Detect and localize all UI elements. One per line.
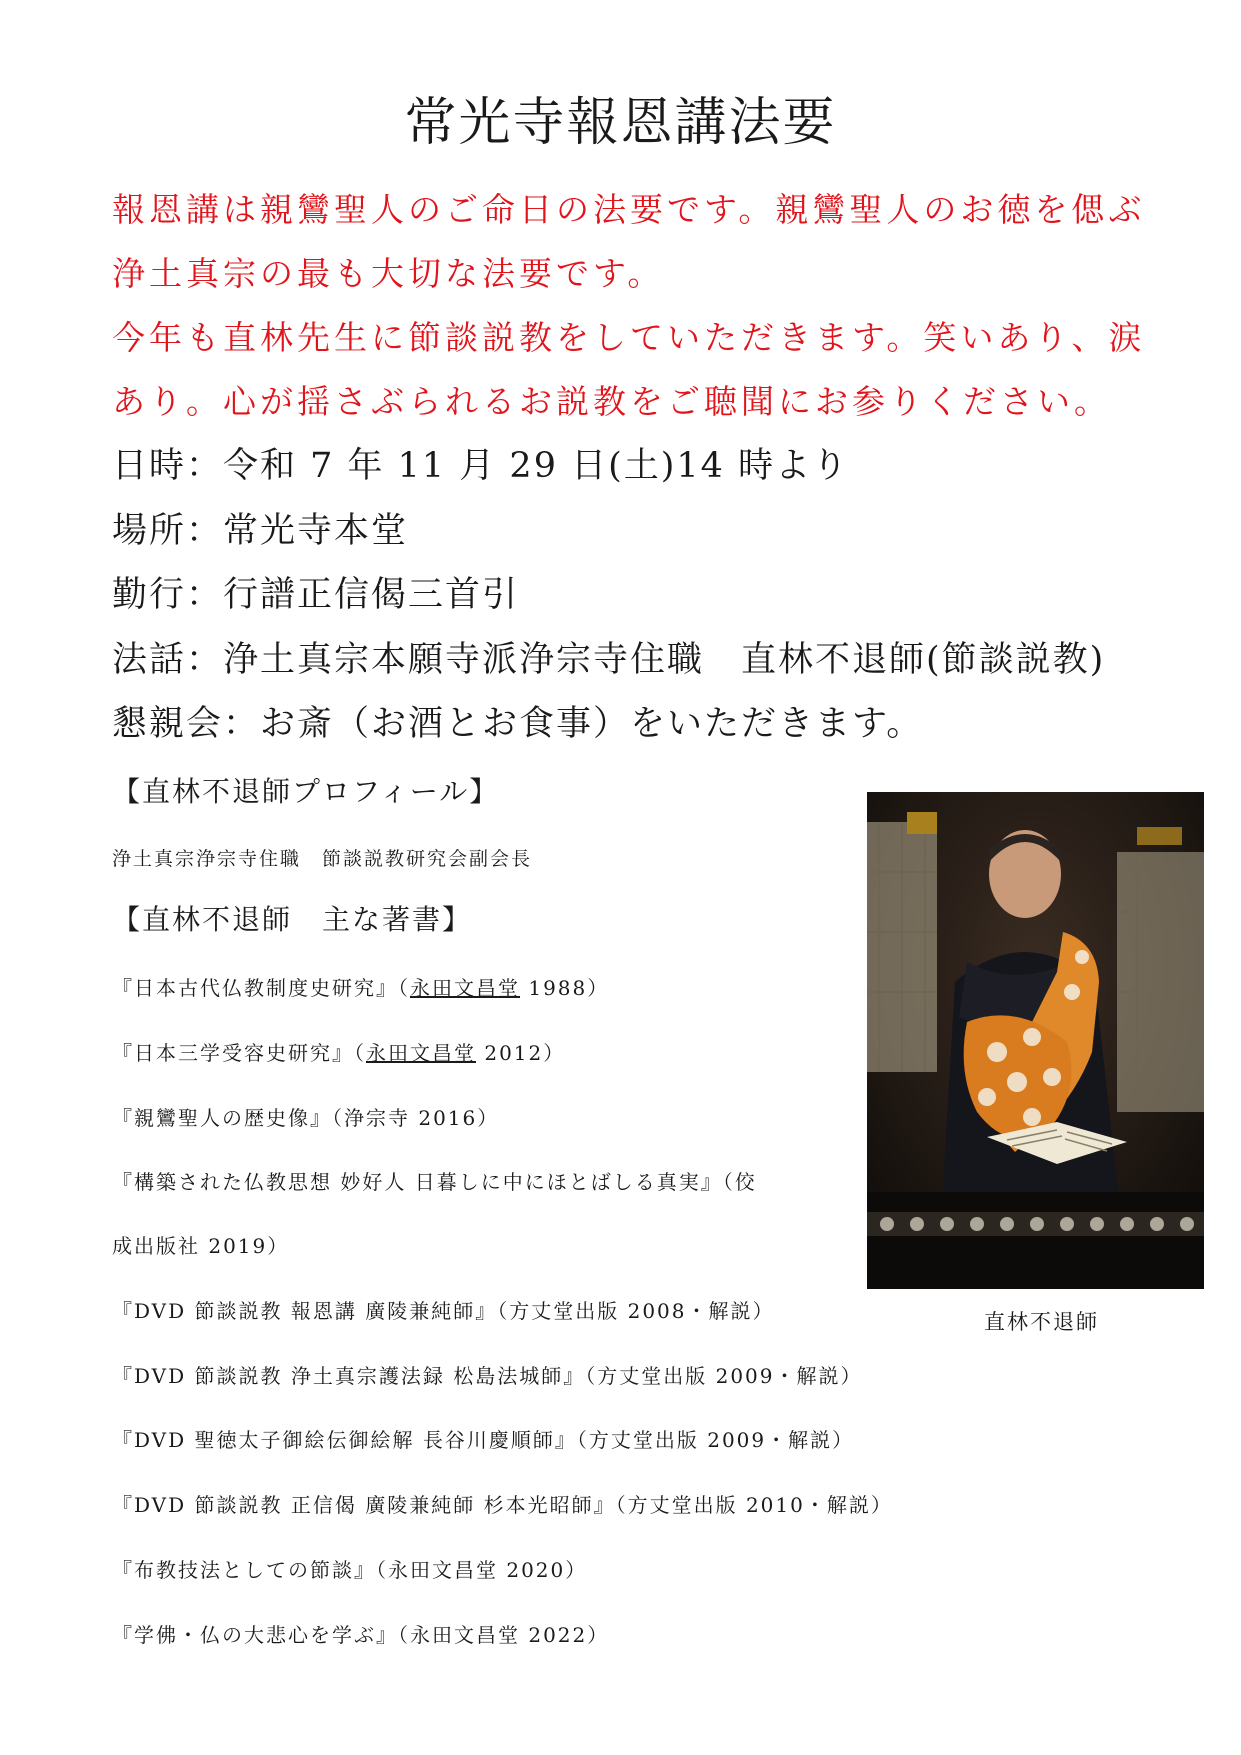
priest-photo <box>867 792 1204 1289</box>
event-datetime: 日時：令和 7 年 11 月 29 日(土)14 時より <box>112 446 850 486</box>
page-title: 常光寺報恩講法要 <box>404 93 837 153</box>
book-item: 『DVD 節談説教 報恩講 廣陵兼純師』（方丈堂出版 2008・解説） <box>112 1299 775 1323</box>
intro-line-4: あり。心が揺さぶられるお説教をご聴聞にお参りください。 <box>112 382 1111 421</box>
book-item: 『DVD 節談説教 正信偈 廣陵兼純師 杉本光昭師』（方丈堂出版 2010・解説） <box>112 1493 893 1517</box>
book-item <box>112 978 609 998</box>
book-year: 2012） <box>476 1041 566 1065</box>
profile-heading: 【直林不退師プロフィール】 <box>112 775 500 808</box>
event-gathering: 懇親会：お斎（お酒とお食事）をいただきます。 <box>112 704 924 744</box>
publisher-link: 永田文昌堂 <box>410 976 520 1000</box>
publisher-link: 永田文昌堂 <box>366 1041 476 1065</box>
profile-role: 浄土真宗浄宗寺住職 節談説教研究会副会長 <box>112 848 533 870</box>
intro-line-3: 今年も直林先生に節談説教をしていただきます。笑いあり、涙 <box>112 318 1146 357</box>
book-item: 『DVD 節談説教 浄土真宗護法録 松島法城師』（方丈堂出版 2009・解説） <box>112 1364 863 1388</box>
book-title: 『日本古代仏教制度史研究』（ <box>112 976 410 1000</box>
book-item: 『布教技法としての節談』（永田文昌堂 2020） <box>112 1558 588 1582</box>
event-service: 勤行：行譜正信偈三首引 <box>112 575 520 615</box>
priest-photo-illustration <box>867 792 1204 1289</box>
intro-line-2: 浄土真宗の最も大切な法要です。 <box>112 254 665 293</box>
intro-line-1: 報恩講は親鸞聖人のご命日の法要です。親鸞聖人のお徳を偲ぶ <box>112 190 1146 229</box>
event-place: 場所：常光寺本堂 <box>112 511 409 551</box>
book-year: 1988） <box>520 976 610 1000</box>
event-sermon: 法話：浄土真宗本願寺派浄宗寺住職 直林不退師(節談説教) <box>112 640 1106 680</box>
book-item: 『構築された仏教思想 妙好人 日暮しに中にほとばしる真実』（佼 <box>112 1170 757 1194</box>
book-item-continued: 成出版社 2019） <box>112 1234 290 1258</box>
book-item <box>112 1043 565 1063</box>
book-item: 『親鸞聖人の歴史像』（浄宗寺 2016） <box>112 1106 500 1130</box>
book-item: 『学佛・仏の大悲心を学ぶ』（永田文昌堂 2022） <box>112 1623 610 1647</box>
book-item: 『DVD 聖徳太子御絵伝御絵解 長谷川慶順師』（方丈堂出版 2009・解説） <box>112 1428 855 1452</box>
books-heading: 【直林不退師 主な著書】 <box>112 903 473 936</box>
photo-caption: 直林不退師 <box>984 1310 1099 1334</box>
book-title: 『日本三学受容史研究』（ <box>112 1041 366 1065</box>
